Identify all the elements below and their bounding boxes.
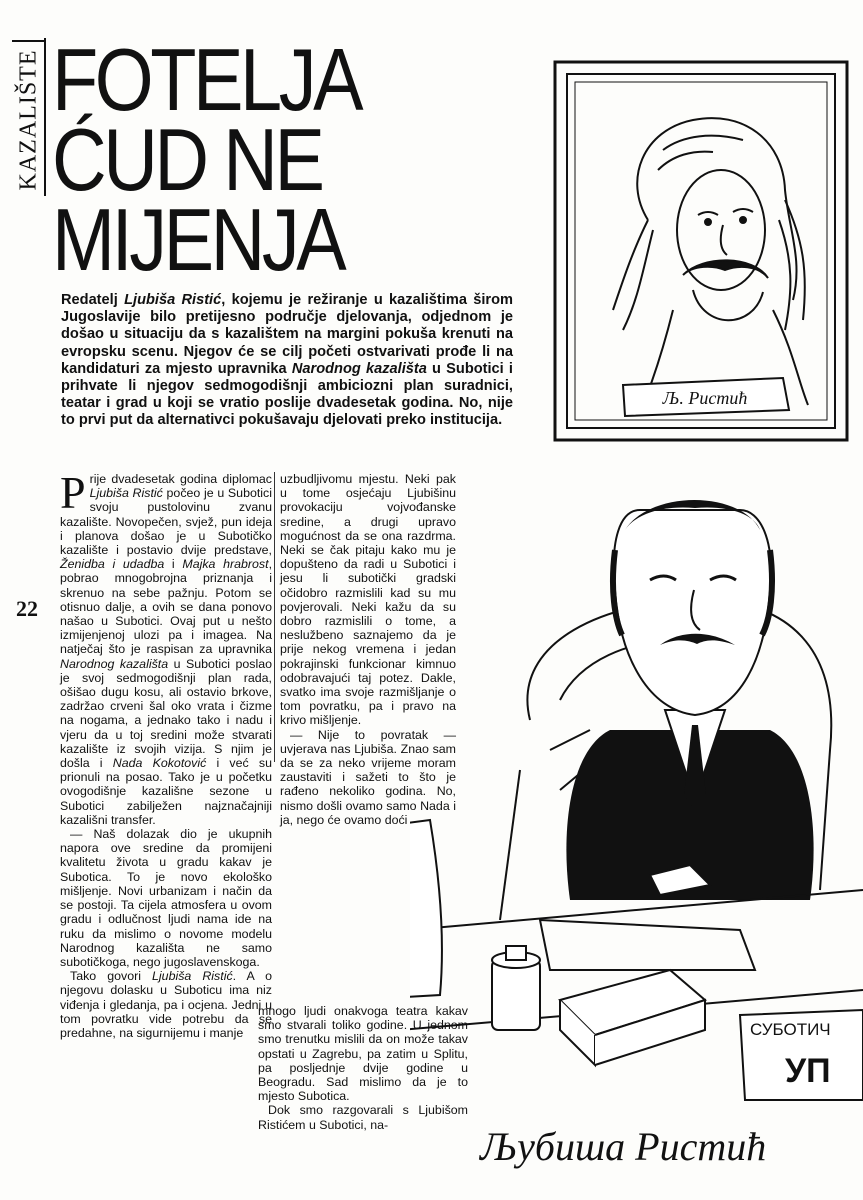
play-title: Majka hrabrost xyxy=(182,557,269,572)
lead-name: Ljubiša Ristić xyxy=(124,292,222,308)
body-paragraph: — Naš dolazak dio je ukupnih napora ove sredine da promijeni kvalitetu života u gradu kakav je Subotica. To je novo ekološko mišljenje. Novi urbanizam i način da se postoji. Ta cijela atmosfera u ovom gradu i odlučnost ljudi nama ide na ruku da mislimo o novome modelu Narodnog kazališta ne samo subotičkoga, nego jugoslavenskoga. xyxy=(60,827,272,969)
body-text: rije dvadesetak godina diplomac xyxy=(89,472,272,486)
illustrator-signature: Љубиша Ристић xyxy=(480,1124,767,1169)
body-name: Ljubiša Ristić xyxy=(89,486,163,501)
portrait-nameplate-text: Љ. Ристић xyxy=(662,388,748,408)
body-text: i već su prionuli na posao. Tako je u početku ovogodišnje kazališne sezone u Subotici zabilježen najznačajniji kazališni transfer. xyxy=(60,756,272,827)
body-text: u Subotici poslao je svoj sedmogodišnji plan rada, ošišao dugu kosu, ali ostavio brkove, zadržao crveni šal oko vrata i čizme na nogama, a jednako tako i nadu i vjeru da u toj sredini može stvarati kazalište iz svojih vizija. S njim je došla i xyxy=(60,656,273,771)
drop-cap: P xyxy=(60,467,86,518)
desk-sign-line-1: СУБОТИЧ xyxy=(750,1020,831,1039)
body-name: Ljubiša Ristić xyxy=(152,969,233,984)
headline-line-1: FOTELJA xyxy=(52,30,361,129)
body-paragraph: Dok smo razgovarali s Ljubišom Ristićem u Subotici, na- xyxy=(258,1103,468,1132)
body-text: počeo je u Subotici svoju pustolovinu zvanu kazalište. Novopečen, svjež, pun ideja i planova došao je u Subotičko kazalište i postavio dvije predstave, xyxy=(60,486,272,558)
body-text: Tako govori xyxy=(70,969,153,984)
section-tag-rule-top xyxy=(12,40,46,42)
portrait-face xyxy=(643,170,808,405)
body-text: , pobrao mnogobrojna priznanja i skrenuo na sebe pažnju. Potom se otisnuo dalje, a ovih se dana ponovo našao u Subotici. Ovaj put u nešto izmijenjenoj ulozi pa i imagea. Na natječaj što je raspisan za upravnika xyxy=(60,557,273,657)
lead-text: , kojemu je režiranje u kazalištima širom Jugoslavije bilo pretijesno područje djelovanja, odjednom je došao u situaciju da s kazalištem na margini pokuša krenuti na evropsku scenu. Njegov će se cilj početi ostvarivati prođe li na kandidaturi za mjesto upravnika xyxy=(61,292,513,377)
cigarette-box xyxy=(560,970,705,1065)
body-text: . A o njegovu dolasku u Suboticu ima niz viđenja i gledanja, pa i ocjena. Jedni u tom povratku vide potrebu da se predahne, na sigurnijemu i manje xyxy=(60,969,272,1040)
name-card-tent xyxy=(410,820,442,1000)
director-figure xyxy=(566,500,813,900)
lead-text: u Subotici i prihvate li njegov sedmogodišnji ambiciozni plan suradnici, teatar i grad u koji se vratio poslije dvadesetak godina. No, nije to prvi put da alternativci pokušavaju djelovati preko institucija. xyxy=(61,360,513,429)
body-name: Nada Kokotović xyxy=(112,756,207,771)
desk-sign-line-2: УП xyxy=(785,1052,831,1090)
play-title: Ženidba i udadba xyxy=(60,557,165,572)
body-paragraph: mnogo ljudi onakvoga teatra kakav smo stvarali toliko godine. U jednom smo trenutku mislili da on može takav opstati u Zagrebu, pa zatim u Splitu, pa posljednje dvije godine u Beogradu. Sad mislimo da je to mjesto Subotica. xyxy=(258,1004,468,1104)
pen-holder xyxy=(492,946,540,1030)
body-paragraph: uzbudljivomu mjestu. Neki pak u tome osjećaju Ljubišinu provokaciju vojvođanske sredine, a drugi upravo mogućnost da se ona razdrma. Neki se čak pitaju kako mu je dopušteno da radi u Subotici i jesu li subotički gradski očidobro razmislili kad su mu povjerovali. Neki kažu da su dobro razmislili o tome, a neslužbeno saznajemo da je prije nekog vremena i jedan pokrajinski funkcionar kimnuo odobravajući taj potez. Dakle, svatko ima svoje razmišljanje o tom povratku, pa i pravo na krivo mišljenje. xyxy=(280,472,456,728)
body-paragraph: — Nije to povratak — uvjerava nas Ljubiša. Znao sam da se za neko vrijeme moram zaustaviti i sažeti to što je rađeno nekoliko godina. No, nismo došli ovamo samo Nada i ja, nego će ovamo doći xyxy=(280,727,456,827)
theatre-name: Narodnog kazališta xyxy=(60,656,169,671)
headline xyxy=(52,30,432,289)
framed-portrait-illustration xyxy=(553,60,849,442)
body-paragraph xyxy=(60,969,272,1040)
lead-paragraph xyxy=(61,292,513,430)
headline-line-3: MIJENJA xyxy=(52,190,344,289)
director-caricature-illustration xyxy=(410,470,863,1200)
body-paragraph xyxy=(60,467,273,827)
body-column-1 xyxy=(60,467,273,1040)
headline-line-2: ĆUD NE xyxy=(52,110,322,209)
lead-theatre: Narodnog kazališta xyxy=(291,360,427,377)
column-rule xyxy=(274,472,275,762)
desk-sign xyxy=(740,1010,863,1100)
body-text: i xyxy=(164,557,183,572)
section-label: KAZALIŠTE xyxy=(15,49,42,191)
lead-text: Redatelj xyxy=(61,292,125,308)
page-number: 22 xyxy=(16,596,38,621)
section-tag xyxy=(12,45,46,195)
